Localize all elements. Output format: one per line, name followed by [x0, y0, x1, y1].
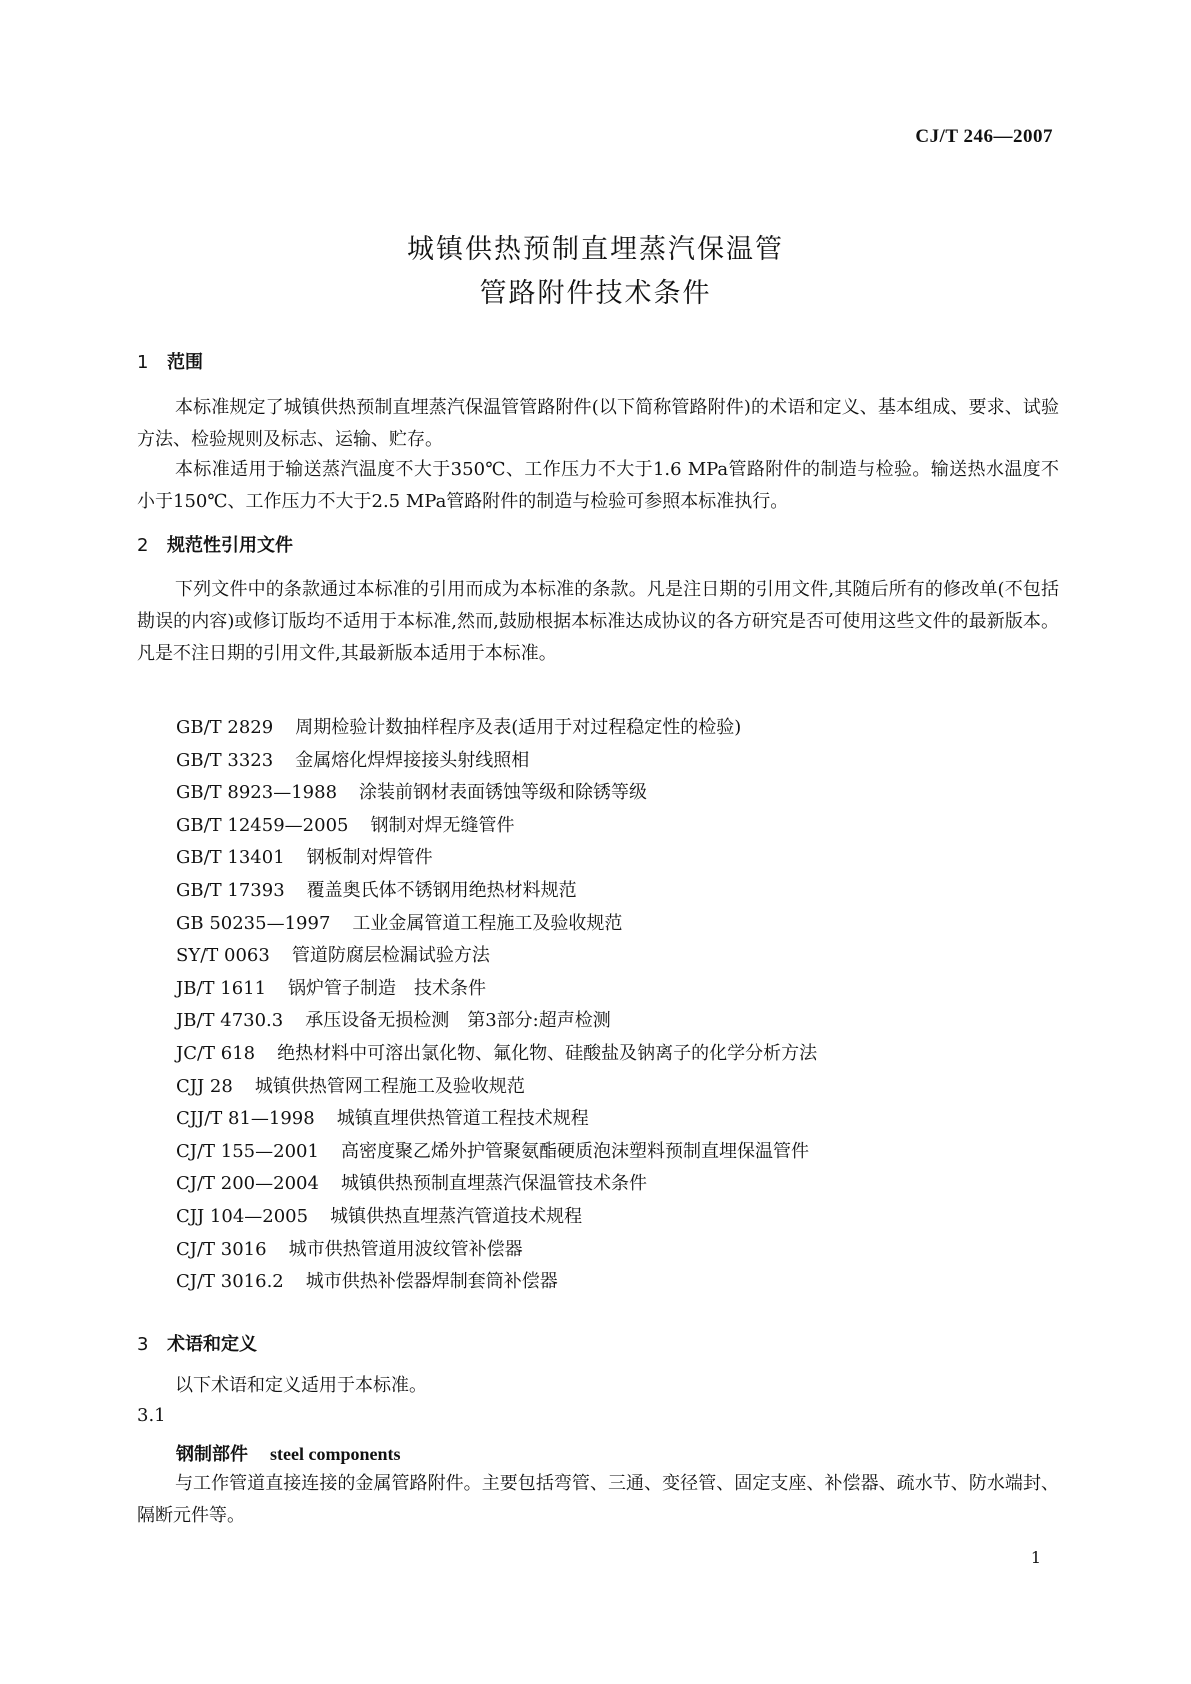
reference-item	[176, 1234, 817, 1267]
reference-item	[176, 1168, 817, 1201]
reference-item	[176, 1071, 817, 1104]
reference-title: 周期检验计数抽样程序及表(适用于对过程稳定性的检验)	[295, 717, 742, 738]
reference-code: CJJ 104—2005	[176, 1205, 309, 1227]
section-title: 术语和定义	[167, 1334, 257, 1355]
section-1-paragraph-1: 本标准规定了城镇供热预制直埋蒸汽保温管管路附件(以下简称管路附件)的术语和定义、基本组成、要求、试验方法、检验规则及标志、运输、贮存。	[137, 397, 1059, 450]
reference-title: 覆盖奥氏体不锈钢用绝热材料规范	[306, 879, 577, 901]
title-line-2: 管路附件技术条件	[479, 278, 712, 309]
reference-code: CJJ 28	[176, 1075, 233, 1097]
reference-title: 城镇供热直埋蒸汽管道技术规程	[330, 1205, 583, 1227]
reference-code: CJ/T 3016.2	[176, 1271, 284, 1293]
term-chinese: 钢制部件	[176, 1444, 248, 1465]
reference-title: 城镇供热预制直埋蒸汽保温管技术条件	[340, 1173, 647, 1195]
reference-item	[176, 1005, 817, 1038]
section-number: 2	[137, 535, 149, 556]
reference-code: GB/T 12459—2005	[176, 814, 349, 836]
reference-list	[176, 712, 817, 1299]
section-3-paragraph-1: 以下术语和定义适用于本标准。	[175, 1375, 427, 1396]
reference-title: 金属熔化焊焊接接头射线照相	[295, 749, 530, 771]
reference-item	[176, 777, 817, 810]
reference-item	[176, 1266, 817, 1299]
reference-item	[176, 1103, 817, 1136]
reference-code: CJ/T 200—2004	[176, 1173, 319, 1195]
reference-item	[176, 745, 817, 778]
reference-code: CJJ/T 81—1998	[176, 1108, 315, 1130]
reference-code: JC/T 618	[176, 1042, 256, 1064]
reference-title: 城市供热管道用波纹管补偿器	[288, 1238, 523, 1260]
reference-item	[176, 842, 817, 875]
reference-title: 城镇供热管网工程施工及验收规范	[254, 1075, 525, 1097]
standard-code: CJ/T 246—2007	[915, 126, 1053, 147]
reference-title: 城市供热补偿器焊制套筒补偿器	[305, 1271, 558, 1293]
reference-item	[176, 908, 817, 941]
section-number: 1	[137, 352, 149, 373]
reference-code: GB/T 2829	[176, 717, 274, 738]
section-number: 3	[137, 1334, 149, 1355]
subsection-number: 3.1	[137, 1405, 166, 1426]
section-title: 范围	[167, 352, 203, 373]
reference-title: 工业金属管道工程施工及验收规范	[352, 912, 623, 934]
reference-item	[176, 1136, 817, 1169]
reference-code: JB/T 4730.3	[176, 1010, 284, 1032]
section-3-heading	[137, 1330, 257, 1356]
reference-item	[176, 1201, 817, 1234]
title-line-1: 城镇供热预制直埋蒸汽保温管	[407, 234, 784, 265]
reference-item	[176, 973, 817, 1006]
reference-title: 绝热材料中可溶出氯化物、氟化物、硅酸盐及钠离子的化学分析方法	[277, 1042, 818, 1064]
reference-title: 锅炉管子制造 技术条件	[288, 977, 487, 999]
reference-code: JB/T 1611	[176, 977, 267, 999]
reference-code: CJ/T 155—2001	[176, 1140, 319, 1162]
reference-code: GB/T 17393	[176, 879, 285, 901]
page-number: 1	[1030, 1548, 1041, 1567]
reference-title: 钢板制对焊管件	[306, 847, 433, 869]
term-definition: 与工作管道直接连接的金属管路附件。主要包括弯管、三通、变径管、固定支座、补偿器、疏水节、防水端封、隔断元件等。	[137, 1473, 1059, 1526]
reference-item	[176, 712, 817, 745]
reference-code: GB/T 13401	[176, 847, 285, 869]
reference-code: GB 50235—1997	[176, 912, 331, 934]
reference-item	[176, 875, 817, 908]
reference-title: 涂装前钢材表面锈蚀等级和除锈等级	[359, 782, 648, 804]
reference-code: CJ/T 3016	[176, 1238, 267, 1260]
reference-title: 城镇直埋供热管道工程技术规程	[336, 1108, 589, 1130]
reference-code: GB/T 3323	[176, 749, 274, 771]
section-1-paragraph-2: 本标准适用于输送蒸汽温度不大于350℃、工作压力不大于1.6 MPa管路附件的制造与检验。输送热水温度不小于150℃、工作压力不大于2.5 MPa管路附件的制造与检验可参照本标准执行。	[137, 459, 1059, 512]
term-english: steel components	[270, 1444, 401, 1464]
reference-item	[176, 940, 817, 973]
reference-title: 钢制对焊无缝管件	[370, 814, 515, 836]
reference-title: 承压设备无损检测 第3部分:超声检测	[305, 1010, 611, 1032]
term-entry	[176, 1440, 400, 1466]
reference-title: 管道防腐层检漏试验方法	[291, 945, 490, 967]
section-2-paragraph-1: 下列文件中的条款通过本标准的引用而成为本标准的条款。凡是注日期的引用文件,其随后所有的修改单(不包括勘误的内容)或修订版均不适用于本标准,然而,鼓励根据本标准达成协议的各方研究是否可使用这些文件的最新版本。凡是不注日期的引用文件,其最新版本适用于本标准。	[137, 579, 1059, 664]
section-title: 规范性引用文件	[167, 535, 293, 556]
reference-code: SY/T 0063	[176, 945, 270, 967]
reference-item	[176, 810, 817, 843]
reference-code: GB/T 8923—1988	[176, 782, 338, 804]
reference-title: 高密度聚乙烯外护管聚氨酯硬质泡沫塑料预制直埋保温管件	[340, 1140, 809, 1162]
document-title	[0, 228, 1191, 316]
reference-item	[176, 1038, 817, 1071]
section-1-heading	[137, 348, 203, 374]
section-2-heading	[137, 531, 293, 557]
